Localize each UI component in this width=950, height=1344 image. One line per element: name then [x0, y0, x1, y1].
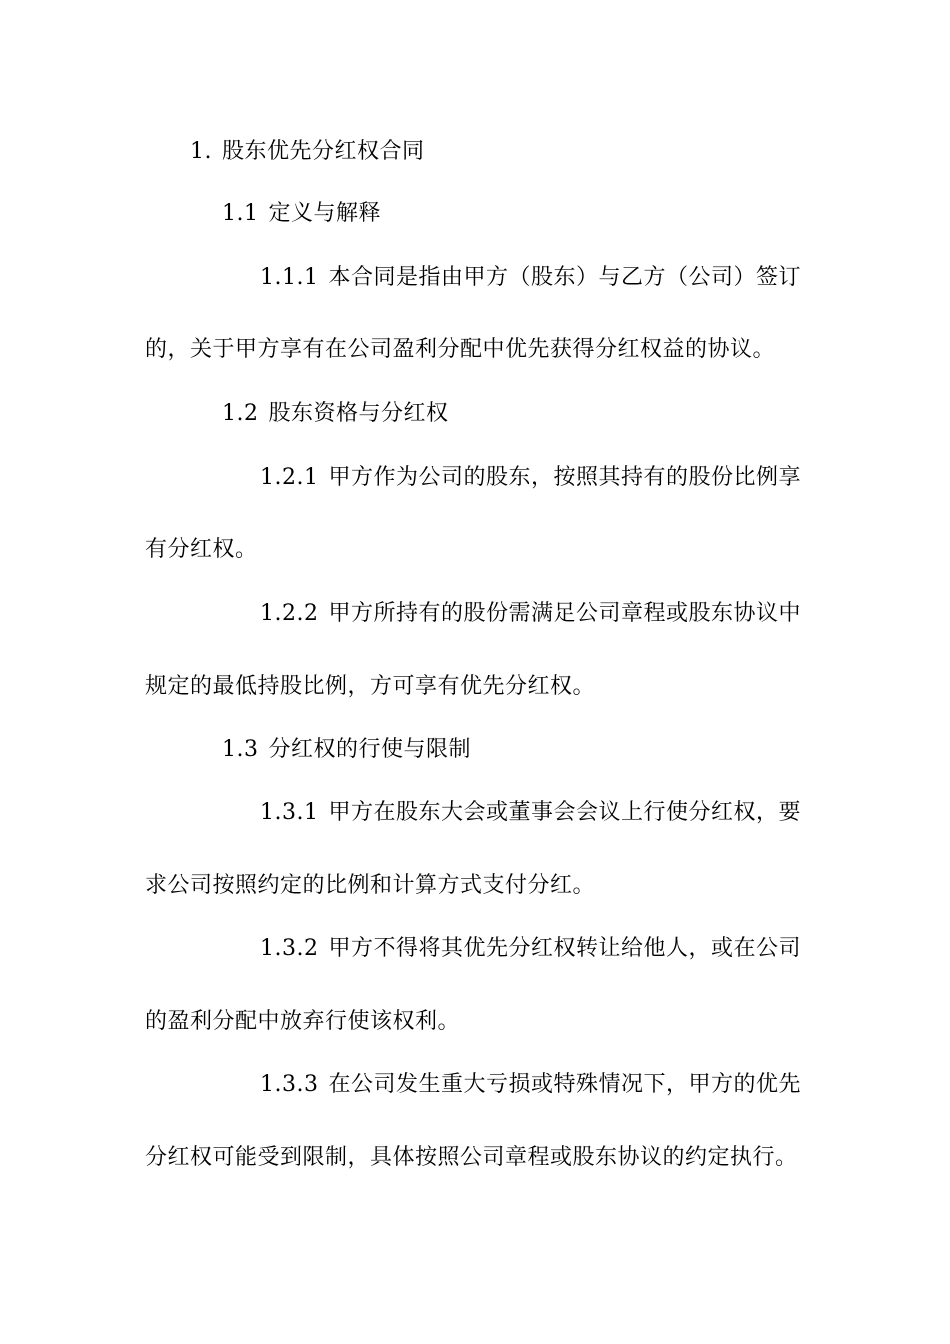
- clause-1-2-2-line1: [260, 601, 801, 627]
- clause-1-1-1-line1: [260, 265, 801, 291]
- section-heading-1-2: [222, 401, 449, 427]
- clause-1-3-3-line1: [260, 1072, 801, 1098]
- section-heading-1-1: [222, 201, 381, 227]
- clause-number: 1.1.1: [260, 265, 319, 290]
- clause-1-2-1-line2: 有分红权。: [145, 537, 258, 562]
- clause-1-3-3-line2: 分红权可能受到限制，具体按照公司章程或股东协议的约定执行。: [145, 1145, 798, 1170]
- clause-text: 在公司发生重大亏损或特殊情况下，甲方的优先: [328, 1072, 801, 1097]
- clause-text: 甲方在股东大会或董事会会议上行使分红权，要: [328, 800, 801, 825]
- clause-number: 1.3.1: [260, 800, 319, 825]
- clause-number: 1.3.3: [260, 1072, 319, 1097]
- clause-number: 1.2.1: [260, 465, 319, 490]
- clause-1-2-1-line1: [260, 465, 801, 491]
- section-heading-text: 股东资格与分红权: [268, 401, 449, 426]
- clause-text: 甲方所持有的股份需满足公司章程或股东协议中: [328, 601, 801, 626]
- clause-1-1-1-line2: 的，关于甲方享有在公司盈利分配中优先获得分红权益的协议。: [145, 337, 776, 362]
- clause-1-3-1-line1: [260, 800, 801, 826]
- clause-number: 1.2.2: [260, 601, 319, 626]
- clause-1-2-2-line2: 规定的最低持股比例，方可享有优先分红权。: [145, 674, 596, 699]
- document-title: [190, 139, 425, 165]
- section-number: 1.3: [222, 737, 259, 762]
- clause-number: 1.3.2: [260, 936, 319, 961]
- title-text: 股东优先分红权合同: [222, 139, 425, 164]
- clause-1-3-1-line2: 求公司按照约定的比例和计算方式支付分红。: [145, 873, 596, 898]
- clause-1-3-2-line1: [260, 936, 801, 962]
- section-heading-text: 定义与解释: [268, 201, 382, 226]
- clause-text: 甲方作为公司的股东，按照其持有的股份比例享: [328, 465, 801, 490]
- section-number: 1.1: [222, 201, 259, 226]
- section-heading-1-3: [222, 737, 471, 763]
- title-number: 1.: [190, 139, 212, 164]
- clause-text: 甲方不得将其优先分红权转让给他人，或在公司: [328, 936, 801, 961]
- clause-text: 本合同是指由甲方（股东）与乙方（公司）签订: [328, 265, 801, 290]
- clause-1-3-2-line2: 的盈利分配中放弃行使该权利。: [145, 1009, 461, 1034]
- section-heading-text: 分红权的行使与限制: [268, 737, 472, 762]
- section-number: 1.2: [222, 401, 259, 426]
